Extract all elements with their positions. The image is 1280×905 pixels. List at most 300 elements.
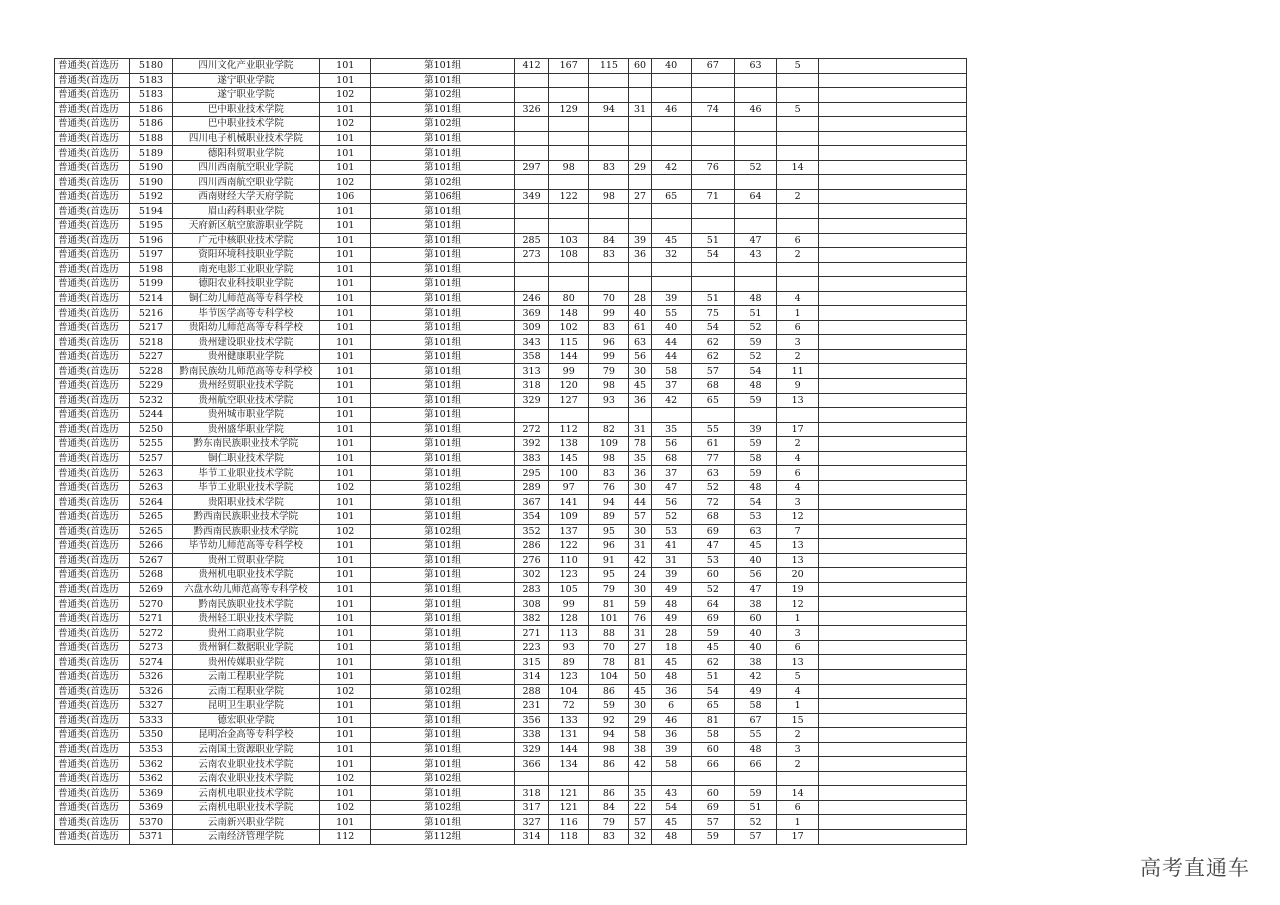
table-cell bbox=[589, 175, 629, 190]
table-cell: 14 bbox=[777, 786, 819, 801]
table-cell: 37 bbox=[651, 379, 691, 394]
table-cell: 5271 bbox=[130, 611, 172, 626]
table-cell: 32 bbox=[629, 829, 651, 844]
table-cell: 四川西南航空职业学院 bbox=[172, 175, 320, 190]
table-cell: 81 bbox=[589, 597, 629, 612]
table-cell: 普通类(首选历 bbox=[55, 451, 130, 466]
table-cell: 第101组 bbox=[371, 364, 515, 379]
table-cell: 5183 bbox=[130, 73, 172, 88]
table-cell: 42 bbox=[629, 757, 651, 772]
table-cell: 77 bbox=[691, 451, 734, 466]
table-cell: 101 bbox=[320, 815, 371, 830]
table-cell: 37 bbox=[651, 466, 691, 481]
table-cell: 普通类(首选历 bbox=[55, 466, 130, 481]
table-cell: 53 bbox=[734, 509, 776, 524]
table-cell bbox=[549, 771, 589, 786]
table-cell: 第101组 bbox=[371, 509, 515, 524]
table-cell bbox=[819, 553, 967, 568]
table-cell: 52 bbox=[734, 160, 776, 175]
table-cell: 102 bbox=[320, 524, 371, 539]
table-cell: 普通类(首选历 bbox=[55, 597, 130, 612]
table-cell: 普通类(首选历 bbox=[55, 684, 130, 699]
table-cell: 5244 bbox=[130, 408, 172, 423]
table-cell: 5180 bbox=[130, 59, 172, 74]
table-cell: 97 bbox=[549, 480, 589, 495]
table-cell: 133 bbox=[549, 713, 589, 728]
table-cell: 63 bbox=[629, 335, 651, 350]
table-cell: 92 bbox=[589, 713, 629, 728]
table-cell: 51 bbox=[734, 306, 776, 321]
table-cell: 101 bbox=[320, 553, 371, 568]
table-cell bbox=[819, 291, 967, 306]
table-cell: 70 bbox=[589, 640, 629, 655]
table-cell: 9 bbox=[777, 379, 819, 394]
table-cell: 5267 bbox=[130, 553, 172, 568]
table-cell: 第101组 bbox=[371, 611, 515, 626]
table-cell: 46 bbox=[651, 713, 691, 728]
table-cell: 普通类(首选历 bbox=[55, 175, 130, 190]
table-cell bbox=[514, 175, 548, 190]
table-cell: 112 bbox=[549, 422, 589, 437]
table-cell: 24 bbox=[629, 568, 651, 583]
table-row bbox=[55, 786, 967, 801]
table-row bbox=[55, 669, 967, 684]
table-cell: 102 bbox=[320, 117, 371, 132]
table-cell: 普通类(首选历 bbox=[55, 568, 130, 583]
table-cell: 云南工程职业学院 bbox=[172, 669, 320, 684]
table-cell: 273 bbox=[514, 248, 548, 263]
table-cell: 106 bbox=[320, 189, 371, 204]
table-cell: 36 bbox=[651, 728, 691, 743]
table-cell: 43 bbox=[651, 786, 691, 801]
table-cell: 56 bbox=[651, 437, 691, 452]
table-row bbox=[55, 117, 967, 132]
table-cell: 63 bbox=[734, 524, 776, 539]
table-cell: 99 bbox=[549, 597, 589, 612]
table-cell bbox=[629, 219, 651, 234]
admission-score-table bbox=[54, 58, 967, 845]
table-cell: 79 bbox=[589, 364, 629, 379]
table-cell: 137 bbox=[549, 524, 589, 539]
table-cell: 第101组 bbox=[371, 233, 515, 248]
table-cell: 5265 bbox=[130, 509, 172, 524]
table-cell: 第102组 bbox=[371, 684, 515, 699]
table-cell: 普通类(首选历 bbox=[55, 829, 130, 844]
table-cell bbox=[819, 699, 967, 714]
table-cell: 普通类(首选历 bbox=[55, 73, 130, 88]
table-cell: 57 bbox=[629, 509, 651, 524]
table-cell: 22 bbox=[629, 800, 651, 815]
table-cell bbox=[589, 117, 629, 132]
table-cell: 313 bbox=[514, 364, 548, 379]
table-cell: 81 bbox=[691, 713, 734, 728]
table-cell: 44 bbox=[651, 349, 691, 364]
table-cell: 铜仁幼儿师范高等专科学校 bbox=[172, 291, 320, 306]
table-cell bbox=[819, 713, 967, 728]
table-cell: 贵州盛华职业学院 bbox=[172, 422, 320, 437]
table-cell: 第101组 bbox=[371, 786, 515, 801]
table-cell: 第101组 bbox=[371, 742, 515, 757]
table-cell: 101 bbox=[320, 408, 371, 423]
table-cell: 100 bbox=[549, 466, 589, 481]
table-cell: 31 bbox=[651, 553, 691, 568]
table-cell: 113 bbox=[549, 626, 589, 641]
table-cell bbox=[819, 815, 967, 830]
table-cell: 94 bbox=[589, 495, 629, 510]
table-cell bbox=[819, 829, 967, 844]
table-cell: 116 bbox=[549, 815, 589, 830]
table-cell: 101 bbox=[320, 262, 371, 277]
table-cell bbox=[819, 393, 967, 408]
table-cell: 101 bbox=[320, 379, 371, 394]
table-cell: 6 bbox=[777, 466, 819, 481]
table-cell: 普通类(首选历 bbox=[55, 248, 130, 263]
table-cell bbox=[734, 262, 776, 277]
table-cell: 118 bbox=[549, 829, 589, 844]
table-cell bbox=[819, 786, 967, 801]
table-cell: 第101组 bbox=[371, 597, 515, 612]
table-cell: 309 bbox=[514, 320, 548, 335]
table-cell: 286 bbox=[514, 539, 548, 554]
table-cell: 329 bbox=[514, 393, 548, 408]
table-cell: 5 bbox=[777, 59, 819, 74]
table-cell: 3 bbox=[777, 626, 819, 641]
table-cell: 六盘水幼儿师范高等专科学校 bbox=[172, 582, 320, 597]
table-cell: 5269 bbox=[130, 582, 172, 597]
table-cell: 121 bbox=[549, 786, 589, 801]
table-cell: 德宏职业学院 bbox=[172, 713, 320, 728]
table-cell: 288 bbox=[514, 684, 548, 699]
table-cell: 59 bbox=[691, 829, 734, 844]
table-cell bbox=[734, 277, 776, 292]
table-cell: 5264 bbox=[130, 495, 172, 510]
table-cell: 3 bbox=[777, 495, 819, 510]
table-cell: 62 bbox=[691, 349, 734, 364]
table-cell: 83 bbox=[589, 248, 629, 263]
table-cell: 第101组 bbox=[371, 728, 515, 743]
table-cell: 49 bbox=[734, 684, 776, 699]
table-cell: 49 bbox=[651, 582, 691, 597]
table-cell bbox=[777, 73, 819, 88]
table-cell: 52 bbox=[651, 509, 691, 524]
table-row bbox=[55, 393, 967, 408]
table-cell bbox=[734, 408, 776, 423]
table-cell: 38 bbox=[734, 597, 776, 612]
table-cell: 贵州工贸职业学院 bbox=[172, 553, 320, 568]
table-cell: 98 bbox=[589, 451, 629, 466]
table-cell: 5370 bbox=[130, 815, 172, 830]
table-cell: 57 bbox=[691, 815, 734, 830]
table-cell: 5362 bbox=[130, 757, 172, 772]
table-cell: 第102组 bbox=[371, 524, 515, 539]
table-cell: 317 bbox=[514, 800, 548, 815]
table-cell: 广元中核职业技术学院 bbox=[172, 233, 320, 248]
table-cell: 普通类(首选历 bbox=[55, 189, 130, 204]
table-cell: 101 bbox=[320, 597, 371, 612]
table-cell: 5190 bbox=[130, 175, 172, 190]
table-cell bbox=[549, 219, 589, 234]
table-cell: 98 bbox=[549, 160, 589, 175]
table-cell: 31 bbox=[629, 626, 651, 641]
table-cell: 223 bbox=[514, 640, 548, 655]
table-cell bbox=[819, 306, 967, 321]
table-cell: 40 bbox=[651, 320, 691, 335]
table-cell bbox=[549, 277, 589, 292]
table-cell: 普通类(首选历 bbox=[55, 713, 130, 728]
table-cell: 30 bbox=[629, 699, 651, 714]
table-cell: 101 bbox=[320, 146, 371, 161]
table-cell: 眉山药科职业学院 bbox=[172, 204, 320, 219]
table-cell bbox=[819, 102, 967, 117]
table-cell: 48 bbox=[734, 291, 776, 306]
table-cell: 第101组 bbox=[371, 495, 515, 510]
table-cell: 41 bbox=[651, 539, 691, 554]
table-cell: 98 bbox=[589, 189, 629, 204]
table-cell: 59 bbox=[734, 393, 776, 408]
table-cell: 60 bbox=[734, 611, 776, 626]
table-cell: 第101组 bbox=[371, 539, 515, 554]
table-cell: 第101组 bbox=[371, 815, 515, 830]
table-cell: 101 bbox=[320, 320, 371, 335]
table-cell: 108 bbox=[549, 248, 589, 263]
table-cell: 第101组 bbox=[371, 291, 515, 306]
table-cell: 第102组 bbox=[371, 771, 515, 786]
table-cell: 普通类(首选历 bbox=[55, 480, 130, 495]
table-cell bbox=[819, 480, 967, 495]
table-cell: 6 bbox=[777, 640, 819, 655]
table-cell: 104 bbox=[549, 684, 589, 699]
table-cell: 96 bbox=[589, 539, 629, 554]
table-cell bbox=[819, 320, 967, 335]
table-cell: 36 bbox=[629, 466, 651, 481]
table-cell: 122 bbox=[549, 189, 589, 204]
table-cell: 第101组 bbox=[371, 640, 515, 655]
table-cell: 6 bbox=[777, 320, 819, 335]
table-cell: 5263 bbox=[130, 480, 172, 495]
table-cell: 102 bbox=[320, 771, 371, 786]
table-cell: 1 bbox=[777, 306, 819, 321]
table-cell: 121 bbox=[549, 800, 589, 815]
table-cell: 6 bbox=[651, 699, 691, 714]
table-cell: 78 bbox=[629, 437, 651, 452]
table-cell: 49 bbox=[651, 611, 691, 626]
table-cell: 134 bbox=[549, 757, 589, 772]
table-cell: 144 bbox=[549, 349, 589, 364]
table-cell: 35 bbox=[629, 786, 651, 801]
table-cell bbox=[734, 131, 776, 146]
table-cell: 普通类(首选历 bbox=[55, 626, 130, 641]
table-cell: 382 bbox=[514, 611, 548, 626]
table-row bbox=[55, 233, 967, 248]
table-row bbox=[55, 480, 967, 495]
table-cell: 1 bbox=[777, 611, 819, 626]
table-cell: 5227 bbox=[130, 349, 172, 364]
table-cell: 42 bbox=[734, 669, 776, 684]
table-cell: 55 bbox=[651, 306, 691, 321]
table-cell: 4 bbox=[777, 684, 819, 699]
table-cell: 普通类(首选历 bbox=[55, 131, 130, 146]
table-cell: 101 bbox=[320, 364, 371, 379]
table-cell: 101 bbox=[320, 233, 371, 248]
table-cell: 56 bbox=[734, 568, 776, 583]
table-cell: 黔西南民族职业技术学院 bbox=[172, 524, 320, 539]
table-cell: 第101组 bbox=[371, 59, 515, 74]
table-cell: 6 bbox=[777, 233, 819, 248]
table-cell: 45 bbox=[629, 379, 651, 394]
table-cell: 58 bbox=[734, 451, 776, 466]
table-cell: 101 bbox=[320, 742, 371, 757]
table-cell: 普通类(首选历 bbox=[55, 742, 130, 757]
table-cell bbox=[629, 262, 651, 277]
table-cell: 115 bbox=[549, 335, 589, 350]
table-cell bbox=[777, 771, 819, 786]
table-cell: 38 bbox=[629, 742, 651, 757]
table-cell: 普通类(首选历 bbox=[55, 277, 130, 292]
table-cell: 昆明冶金高等专科学校 bbox=[172, 728, 320, 743]
table-cell bbox=[777, 277, 819, 292]
table-cell bbox=[734, 219, 776, 234]
table-cell: 2 bbox=[777, 189, 819, 204]
table-cell: 61 bbox=[629, 320, 651, 335]
table-cell: 39 bbox=[629, 233, 651, 248]
table-cell: 47 bbox=[651, 480, 691, 495]
table-cell: 50 bbox=[629, 669, 651, 684]
table-cell: 普通类(首选历 bbox=[55, 699, 130, 714]
table-cell: 黔西南民族职业技术学院 bbox=[172, 509, 320, 524]
table-cell: 57 bbox=[691, 364, 734, 379]
table-cell: 毕节工业职业技术学院 bbox=[172, 480, 320, 495]
table-cell: 29 bbox=[629, 713, 651, 728]
table-cell: 59 bbox=[629, 597, 651, 612]
table-cell: 60 bbox=[691, 786, 734, 801]
table-cell bbox=[514, 219, 548, 234]
table-row bbox=[55, 175, 967, 190]
table-cell: 64 bbox=[734, 189, 776, 204]
table-cell: 86 bbox=[589, 684, 629, 699]
table-cell: 17 bbox=[777, 829, 819, 844]
table-cell: 54 bbox=[691, 320, 734, 335]
table-cell bbox=[819, 626, 967, 641]
table-cell: 普通类(首选历 bbox=[55, 611, 130, 626]
table-row bbox=[55, 495, 967, 510]
table-cell: 45 bbox=[651, 233, 691, 248]
table-cell: 102 bbox=[320, 88, 371, 103]
table-row bbox=[55, 684, 967, 699]
table-cell bbox=[549, 175, 589, 190]
table-cell bbox=[549, 262, 589, 277]
table-cell: 86 bbox=[589, 786, 629, 801]
table-cell: 30 bbox=[629, 524, 651, 539]
table-cell bbox=[819, 597, 967, 612]
table-cell: 5218 bbox=[130, 335, 172, 350]
table-cell: 27 bbox=[629, 640, 651, 655]
table-cell: 28 bbox=[629, 291, 651, 306]
table-cell: 5369 bbox=[130, 786, 172, 801]
table-cell bbox=[819, 73, 967, 88]
table-cell: 35 bbox=[651, 422, 691, 437]
table-cell: 46 bbox=[651, 102, 691, 117]
table-row bbox=[55, 742, 967, 757]
table-cell: 76 bbox=[589, 480, 629, 495]
table-cell: 59 bbox=[691, 626, 734, 641]
table-cell bbox=[819, 684, 967, 699]
table-cell bbox=[819, 611, 967, 626]
table-row bbox=[55, 248, 967, 263]
table-cell bbox=[777, 408, 819, 423]
table-cell bbox=[819, 146, 967, 161]
table-row bbox=[55, 699, 967, 714]
table-cell: 68 bbox=[691, 379, 734, 394]
table-cell: 普通类(首选历 bbox=[55, 655, 130, 670]
table-cell: 88 bbox=[589, 626, 629, 641]
table-cell: 112 bbox=[320, 829, 371, 844]
table-cell: 贵州建设职业技术学院 bbox=[172, 335, 320, 350]
table-cell: 102 bbox=[320, 175, 371, 190]
table-cell bbox=[629, 408, 651, 423]
table-cell bbox=[819, 349, 967, 364]
table-row bbox=[55, 509, 967, 524]
table-cell: 58 bbox=[651, 364, 691, 379]
table-cell: 第101组 bbox=[371, 655, 515, 670]
table-cell: 第101组 bbox=[371, 248, 515, 263]
table-cell: 普通类(首选历 bbox=[55, 204, 130, 219]
table-cell bbox=[819, 655, 967, 670]
table-cell: 第101组 bbox=[371, 626, 515, 641]
table-cell: 338 bbox=[514, 728, 548, 743]
table-cell bbox=[549, 73, 589, 88]
table-cell bbox=[549, 88, 589, 103]
table-cell: 普通类(首选历 bbox=[55, 640, 130, 655]
table-cell bbox=[691, 131, 734, 146]
table-cell: 5255 bbox=[130, 437, 172, 452]
table-cell bbox=[819, 640, 967, 655]
table-cell: 31 bbox=[629, 102, 651, 117]
table-cell: 39 bbox=[651, 568, 691, 583]
table-cell: 101 bbox=[320, 626, 371, 641]
table-cell: 383 bbox=[514, 451, 548, 466]
table-cell bbox=[819, 757, 967, 772]
table-cell bbox=[734, 146, 776, 161]
table-cell: 南充电影工业职业学院 bbox=[172, 262, 320, 277]
table-cell: 第101组 bbox=[371, 713, 515, 728]
table-row bbox=[55, 626, 967, 641]
table-cell: 67 bbox=[734, 713, 776, 728]
table-cell: 5 bbox=[777, 102, 819, 117]
table-row bbox=[55, 771, 967, 786]
table-cell: 5250 bbox=[130, 422, 172, 437]
table-cell: 59 bbox=[734, 786, 776, 801]
table-cell: 5196 bbox=[130, 233, 172, 248]
table-cell: 102 bbox=[320, 800, 371, 815]
table-cell: 58 bbox=[691, 728, 734, 743]
table-cell: 63 bbox=[734, 59, 776, 74]
table-cell: 普通类(首选历 bbox=[55, 320, 130, 335]
table-cell bbox=[819, 771, 967, 786]
table-cell: 101 bbox=[320, 669, 371, 684]
table-cell: 德阳农业科技职业学院 bbox=[172, 277, 320, 292]
table-cell bbox=[651, 204, 691, 219]
table-cell: 普通类(首选历 bbox=[55, 102, 130, 117]
table-cell bbox=[819, 539, 967, 554]
table-cell: 40 bbox=[734, 640, 776, 655]
table-cell: 第101组 bbox=[371, 582, 515, 597]
table-cell: 69 bbox=[691, 524, 734, 539]
table-cell: 19 bbox=[777, 582, 819, 597]
table-cell: 145 bbox=[549, 451, 589, 466]
table-cell: 第102组 bbox=[371, 117, 515, 132]
table-cell: 第101组 bbox=[371, 451, 515, 466]
table-cell: 101 bbox=[320, 713, 371, 728]
